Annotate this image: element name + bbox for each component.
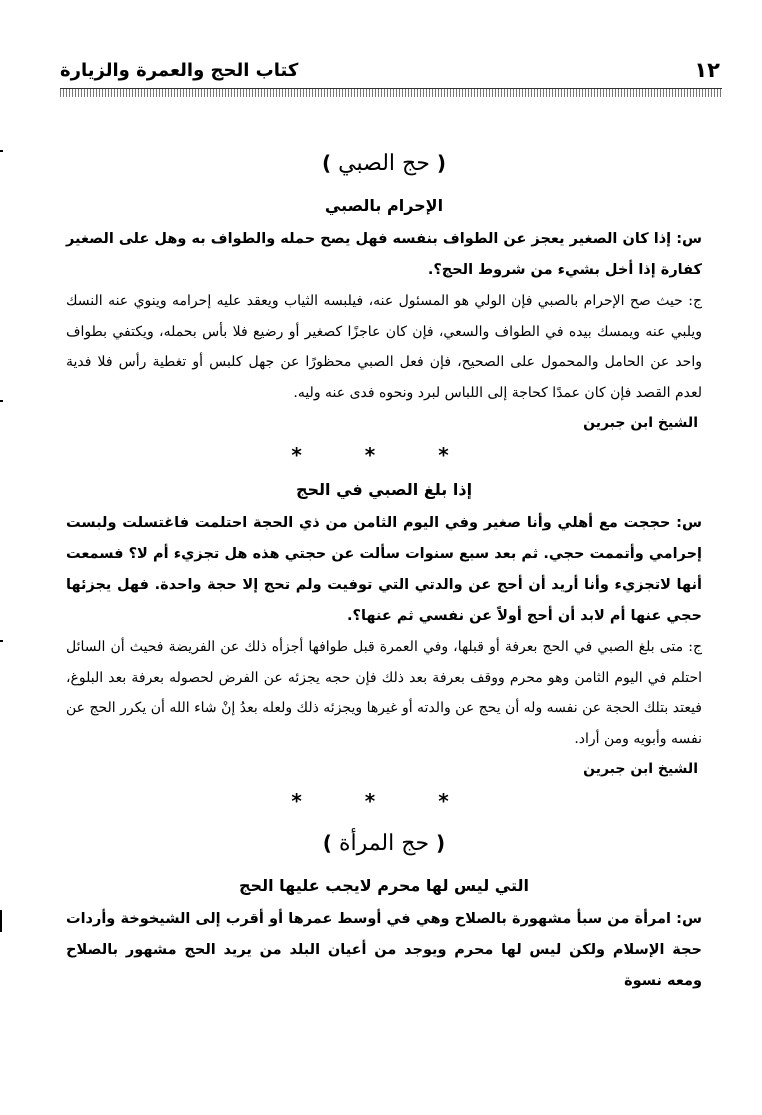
margin-tick (0, 910, 2, 932)
signature: الشيخ ابن جبرين (583, 761, 698, 777)
subsection-title: إذا بلغ الصبي في الحج (295, 480, 473, 499)
section-title: ( حج المرأة ) (322, 831, 446, 856)
section-title-text: حج الصبي (338, 151, 430, 176)
header-divider (60, 88, 722, 97)
subsection-title: التي ليس لها محرم لايجب عليها الحج (239, 876, 529, 895)
question-paragraph: س: امرأة من سبأ مشهورة بالصلاح وهي في أوسط عمرها أو أقرب إلى الشيخوخة وأردات حجة الإسلام ولكن ليس لها محرم ويوجد من أعيان البلد من يريد الحج مشهور بالصلاح ومعه نسوة (66, 911, 702, 989)
question-paragraph: س: إذا كان الصغير يعجز عن الطواف بنفسه فهل يصح حمله والطواف به وهل على الصغير كفارة إذا أخل بشيء من شروط الحج؟. (66, 231, 702, 278)
section-title: ( حج الصبي ) (322, 151, 446, 176)
margin-tick (0, 150, 3, 152)
book-title: كتاب الحج والعمرة والزيارة (60, 59, 299, 81)
answer-paragraph: ج: حيث صح الإحرام بالصبي فإن الولي هو المسئول عنه، فيلبسه الثياب ويعقد عليه إحرامه وينوي عنه النسك ويلبي عنه ويمسك بيده في الطواف والسعي، فإن كان عاجزًا كصغير أو رضيع فلا بأس بحمله، ويكتفي بطواف واحد عن الحامل والمحمول على الصحيح، فإن فعل الصبي محظورًا عن جهل كلبس أو تغطية رأس فلا فدية لعدم القصد فإن كان عمدًا كحاجة إلى اللباس لبرد ونحوه فدى عنه وليه. (66, 293, 702, 401)
question-paragraph: س: حججت مع أهلي وأنا صغير وفي اليوم الثامن من ذي الحجة احتلمت فاغتسلت ولبست إحرامي وأتممت حجي. ثم بعد سبع سنوات سألت عن حجتي هذه هل تجزيء أم لا؟ فسمعت أنها لاتجزيء وأنا أريد أن أحج عن والدتي التي توفيت ولم تحج إلا حجة واحدة. فهل يجزئها حجي عنها أم لابد أن أحج أولاً عن نفسي ثم عنها؟. (66, 515, 702, 624)
signature: الشيخ ابن جبرين (583, 415, 698, 431)
answer-paragraph: ج: متى بلغ الصبي في الحج بعرفة أو قبلها، وفي العمرة قبل طوافها أجزأه ذلك عن الفريضة فحيث أن السائل احتلم في اليوم الثامن وهو محرم ووقف بعرفة بعد ذلك فإن حجه يجزئه عن الفرض لحصوله بعرفة بعد البلوغ، فيعتد بتلك الحجة عن نفسه وله أن يحج عن والدته أو غيرها ويجزئه ذلك ولعله بعدُ إنْ شاء الله أن يكرر الحج عن نفسه وأبويه ومن أراد. (66, 639, 702, 747)
subsection-title: الإحرام بالصبي (324, 196, 444, 215)
section-title-text: حج المرأة (338, 831, 430, 856)
margin-tick (0, 640, 3, 642)
separator-stars: * * * (291, 443, 477, 467)
separator-stars: * * * (291, 789, 477, 813)
margin-tick (0, 400, 3, 402)
running-header (60, 52, 720, 88)
page-content (66, 138, 702, 997)
page-number: ١٢ (694, 58, 720, 82)
